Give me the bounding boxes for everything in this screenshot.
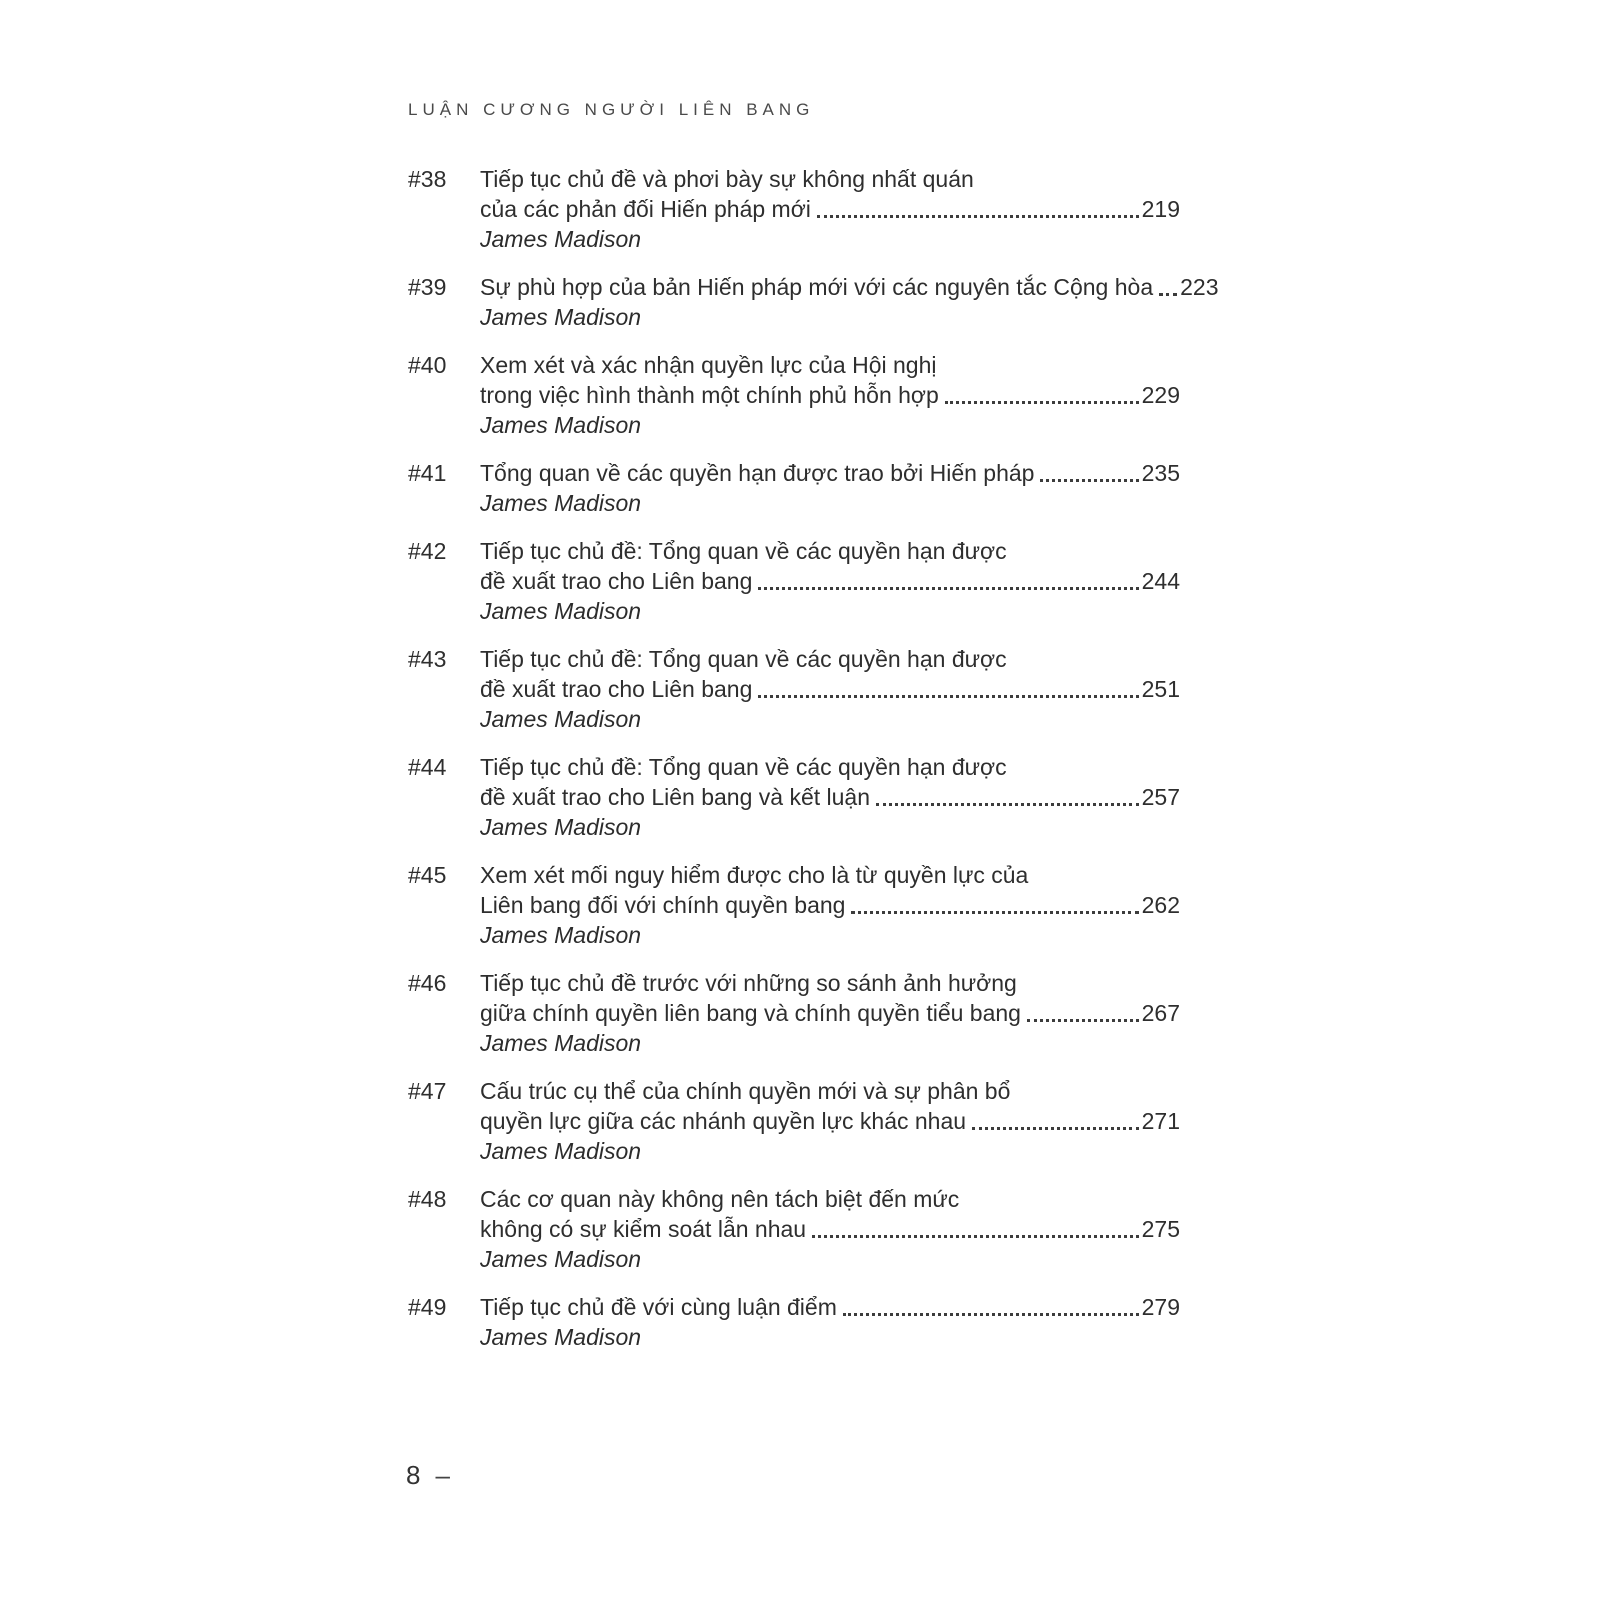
dot-leader: [758, 674, 1138, 698]
entry-page: 279: [1141, 1294, 1180, 1320]
entry-author: James Madison: [480, 706, 642, 732]
toc-entry: [408, 536, 1180, 626]
entry-title-line: Tiếp tục chủ đề: Tổng quan về các quyền hạn được: [480, 646, 1007, 672]
entry-body: [480, 860, 1180, 950]
entry-title-text: đề xuất trao cho Liên bang và kết luận: [480, 784, 871, 810]
entry-author: James Madison: [480, 1246, 642, 1272]
entry-title-text: giữa chính quyền liên bang và chính quyền tiểu bang: [480, 1000, 1021, 1026]
entry-page: 223: [1180, 274, 1219, 300]
entry-body: [480, 350, 1180, 440]
entry-number: #39: [408, 274, 447, 300]
entry-title-text: đề xuất trao cho Liên bang: [480, 568, 753, 594]
entry-author: James Madison: [480, 1030, 642, 1056]
entry-number: #42: [408, 538, 447, 564]
entry-title-text: đề xuất trao cho Liên bang: [480, 676, 753, 702]
dot-leader: [817, 194, 1139, 218]
entry-body: [480, 1076, 1180, 1166]
toc-entries: [408, 164, 1219, 1370]
page-number: 8: [406, 1460, 421, 1490]
entry-title-line: Xem xét mối nguy hiểm được cho là từ quyền lực của: [480, 862, 1029, 888]
entry-body: [480, 272, 1219, 332]
footer-dash: –: [435, 1460, 450, 1490]
entry-body: [480, 458, 1180, 518]
entry-author: James Madison: [480, 490, 642, 516]
page-footer: [406, 1460, 450, 1491]
toc-entry: [408, 350, 1180, 440]
entry-title-line: Tiếp tục chủ đề trước với những so sánh ảnh hưởng: [480, 970, 1017, 996]
entry-title-line: [480, 1106, 1180, 1136]
dot-leader: [851, 890, 1138, 914]
dot-leader: [1040, 458, 1138, 482]
entry-body: [480, 1292, 1180, 1352]
entry-number: #49: [408, 1294, 447, 1320]
toc-entry: [408, 968, 1180, 1058]
toc-entry: [408, 1184, 1180, 1274]
entry-title-text: trong việc hình thành một chính phủ hỗn hợp: [480, 382, 939, 408]
entry-page: 257: [1141, 784, 1180, 810]
entry-title-line: [480, 194, 1180, 224]
running-header: LUẬN CƯƠNG NGƯỜI LIÊN BANG: [408, 100, 815, 119]
dot-leader: [1159, 272, 1177, 296]
entry-body: [480, 1184, 1180, 1274]
entry-author: James Madison: [480, 226, 642, 252]
entry-number: #47: [408, 1078, 447, 1104]
toc-entry: [408, 1292, 1180, 1352]
entry-page: 219: [1141, 196, 1180, 222]
entry-title-line: Xem xét và xác nhận quyền lực của Hội nghị: [480, 352, 937, 378]
entry-title-text: Liên bang đối với chính quyền bang: [480, 892, 846, 918]
toc-entry: [408, 644, 1180, 734]
entry-number: #40: [408, 352, 447, 378]
dot-leader: [945, 380, 1139, 404]
entry-author: James Madison: [480, 412, 642, 438]
entry-title-line: [480, 782, 1180, 812]
entry-title-text: quyền lực giữa các nhánh quyền lực khác nhau: [480, 1108, 967, 1134]
entry-title-text: của các phản đối Hiến pháp mới: [480, 196, 811, 222]
toc-entry: [408, 1076, 1180, 1166]
entry-title-line: Tiếp tục chủ đề: Tổng quan về các quyền hạn được: [480, 754, 1007, 780]
entry-author: James Madison: [480, 304, 642, 330]
entry-title-line: Các cơ quan này không nên tách biệt đến mức: [480, 1186, 960, 1212]
entry-title-line: [480, 1214, 1180, 1244]
entry-number: #38: [408, 166, 447, 192]
entry-title-line: [480, 998, 1180, 1028]
entry-author: James Madison: [480, 1324, 642, 1350]
entry-page: 275: [1141, 1216, 1180, 1242]
entry-body: [480, 536, 1180, 626]
entry-body: [480, 644, 1180, 734]
dot-leader: [843, 1292, 1139, 1316]
entry-page: 244: [1141, 568, 1180, 594]
entry-number: #48: [408, 1186, 447, 1212]
entry-title-text: Tiếp tục chủ đề với cùng luận điểm: [480, 1294, 837, 1320]
entry-number: #41: [408, 460, 447, 486]
entry-title-line: [480, 1292, 1180, 1322]
toc-entry: [408, 860, 1180, 950]
entry-title-line: [480, 380, 1180, 410]
entry-body: [480, 752, 1180, 842]
entry-author: James Madison: [480, 814, 642, 840]
entry-title-line: Tiếp tục chủ đề: Tổng quan về các quyền hạn được: [480, 538, 1007, 564]
toc-entry: [408, 272, 1219, 332]
entry-title-line: [480, 890, 1180, 920]
entry-body: [480, 968, 1180, 1058]
entry-title-line: [480, 674, 1180, 704]
entry-number: #46: [408, 970, 447, 996]
entry-title-text: Tổng quan về các quyền hạn được trao bởi Hiến pháp: [480, 460, 1035, 486]
entry-page: 251: [1141, 676, 1180, 702]
entry-page: 262: [1141, 892, 1180, 918]
entry-title-text: không có sự kiểm soát lẫn nhau: [480, 1216, 807, 1242]
entry-author: James Madison: [480, 598, 642, 624]
toc-entry: [408, 164, 1180, 254]
entry-title-line: Cấu trúc cụ thể của chính quyền mới và sự phân bổ: [480, 1078, 1011, 1104]
entry-page: 235: [1141, 460, 1180, 486]
entry-number: #44: [408, 754, 447, 780]
entry-title-text: Sự phù hợp của bản Hiến pháp mới với các nguyên tắc Cộng hòa: [480, 274, 1154, 300]
entry-title-line: [480, 458, 1180, 488]
entry-body: [480, 164, 1180, 254]
entry-title-line: Tiếp tục chủ đề và phơi bày sự không nhất quán: [480, 166, 974, 192]
entry-page: 229: [1141, 382, 1180, 408]
dot-leader: [758, 566, 1138, 590]
toc-entry: [408, 752, 1180, 842]
entry-title-line: [480, 272, 1219, 302]
entry-author: James Madison: [480, 1138, 642, 1164]
dot-leader: [1027, 998, 1139, 1022]
entry-page: 271: [1141, 1108, 1180, 1134]
entry-number: #45: [408, 862, 447, 888]
entry-title-line: [480, 566, 1180, 596]
dot-leader: [876, 782, 1139, 806]
entry-page: 267: [1141, 1000, 1180, 1026]
dot-leader: [972, 1106, 1139, 1130]
dot-leader: [812, 1214, 1139, 1238]
entry-author: James Madison: [480, 922, 642, 948]
entry-number: #43: [408, 646, 447, 672]
toc-entry: [408, 458, 1180, 518]
